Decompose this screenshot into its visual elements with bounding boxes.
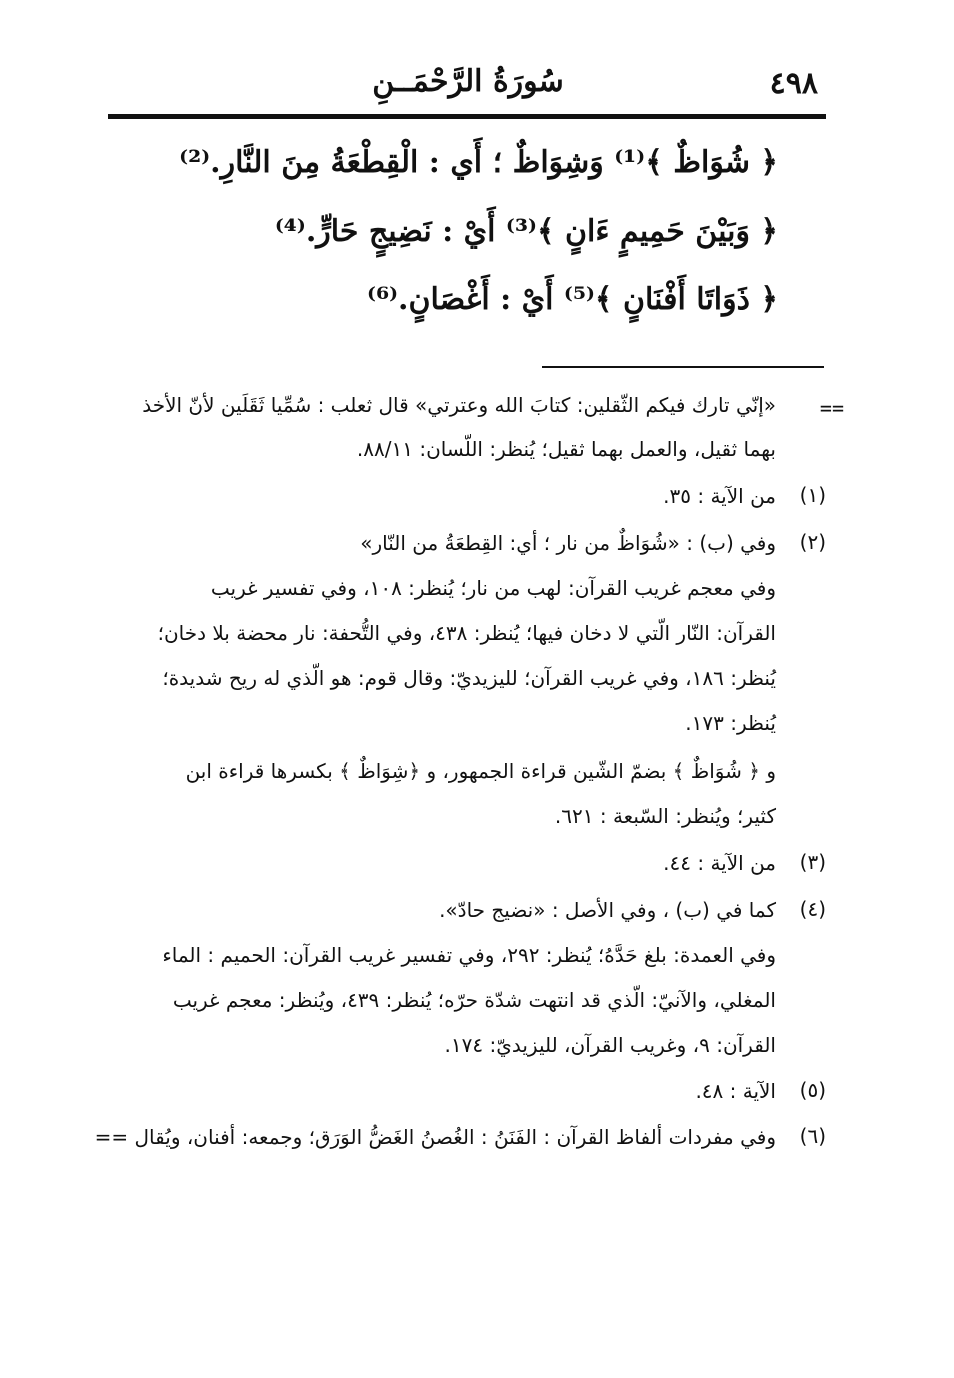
footnote-text: يُنظر: ١٧٣.: [685, 711, 776, 735]
page-header: [112, 62, 824, 106]
verse-line-3: ﴿ ذَوَاتَا أَفْنَانٍ ﴾⁽⁵⁾ أَيْ : أَغْصَانٍ.⁽⁶⁾: [367, 282, 778, 317]
footnote-text: وفي مفردات ألفاظ القرآن : الفَنَنُ : الغُصنُ الغَضُّ الوَرَق؛ وجمعه: أفنان، ويُقال ==: [94, 1125, 776, 1149]
footnote-number: (٤): [799, 897, 826, 921]
surah-title: سُورَةُ الرَّحْمَــنِ: [372, 64, 564, 99]
footnote-number: (٦): [799, 1124, 826, 1148]
footnote-text: المغلي، والآنيّ: الّذي قد انتهت شدّة حرّه؛ يُنظر: ٤٣٩، ويُنظر: معجم غريب: [172, 988, 776, 1012]
footnote-number: (٣): [799, 850, 826, 874]
footnote-text: كما في (ب) ، وفي الأصل : «نضيج حادّ».: [439, 898, 776, 922]
continuation-marker: ==: [819, 396, 844, 420]
footnote-text: القرآن: ٩، وغريب القرآن، لليزيديّ: ١٧٤.: [444, 1033, 776, 1057]
footnote-text: من الآية : ٣٥.: [663, 484, 776, 508]
verse-line-1: ﴿ شُوَاظٌ ﴾⁽¹⁾ وَشِوَاظٌ ؛ أَي : الْقِطْعَةُ مِنَ النَّارِ.⁽²⁾: [179, 145, 778, 180]
footnote-text: من الآية : ٤٤.: [663, 851, 776, 875]
footnote-number: (٢): [799, 530, 826, 554]
footnote-text: يُنظر: ١٨٦، وفي غريب القرآن؛ لليزيديّ: وقال قوم: هو الّذي له ريح شديدة؛: [162, 666, 776, 690]
footnote-text: وفي العمدة: بلغ حَدَّهُ؛ يُنظر: ٢٩٢، وفي تفسير غريب القرآن: الحميم : الماء: [162, 943, 776, 967]
footnotes-separator: [542, 366, 824, 368]
footnote-text: كثير؛ ويُنظر: السّبعة : ٦٢١.: [554, 804, 776, 828]
footnote-text: و ﴿ شُوَاظٌ ﴾ بضمّ الشّين قراءة الجمهور، و ﴿شِوَاظٌ ﴾ بكسرها قراءة ابن: [185, 759, 776, 783]
header-rule: [108, 114, 826, 119]
footnote-number: (٥): [799, 1078, 826, 1102]
footnote-text: وفي معجم غريب القرآن: لهب من نار؛ يُنظر: ١٠٨، وفي تفسير غريب: [210, 576, 776, 600]
continuation-line: «إنّي تارك فيكم الثّقلين: كتابَ الله وعترتي» قال ثعلب : سُمِّيا ثَقَلَين لأنّ الأخذ: [142, 393, 776, 417]
page-number: ٤٩٨: [769, 66, 818, 101]
footnote-text: القرآن: النّار الّتي لا دخان فيها؛ يُنظر: ٤٣٨، وفي التُّحفة: نار محضة بلا دخان؛: [157, 621, 776, 645]
verse-line-2: ﴿ وَبَيْنَ حَمِيمٍ ءَانٍ ﴾⁽³⁾ أَيْ : نَضِيجٍ حَارٍّ.⁽⁴⁾: [274, 214, 778, 249]
footnote-text: وفي (ب) : «شُوَاظٌ من نار ؛ أي: القِطعَةُ من النّار»: [360, 531, 776, 555]
footnote-number: (١): [799, 483, 826, 507]
footnote-text: الآية : ٤٨.: [695, 1079, 776, 1103]
continuation-line: بهما ثقيل، والعمل بهما ثقيل؛ يُنظر: اللّسان: ٨٨/١١.: [356, 437, 776, 461]
